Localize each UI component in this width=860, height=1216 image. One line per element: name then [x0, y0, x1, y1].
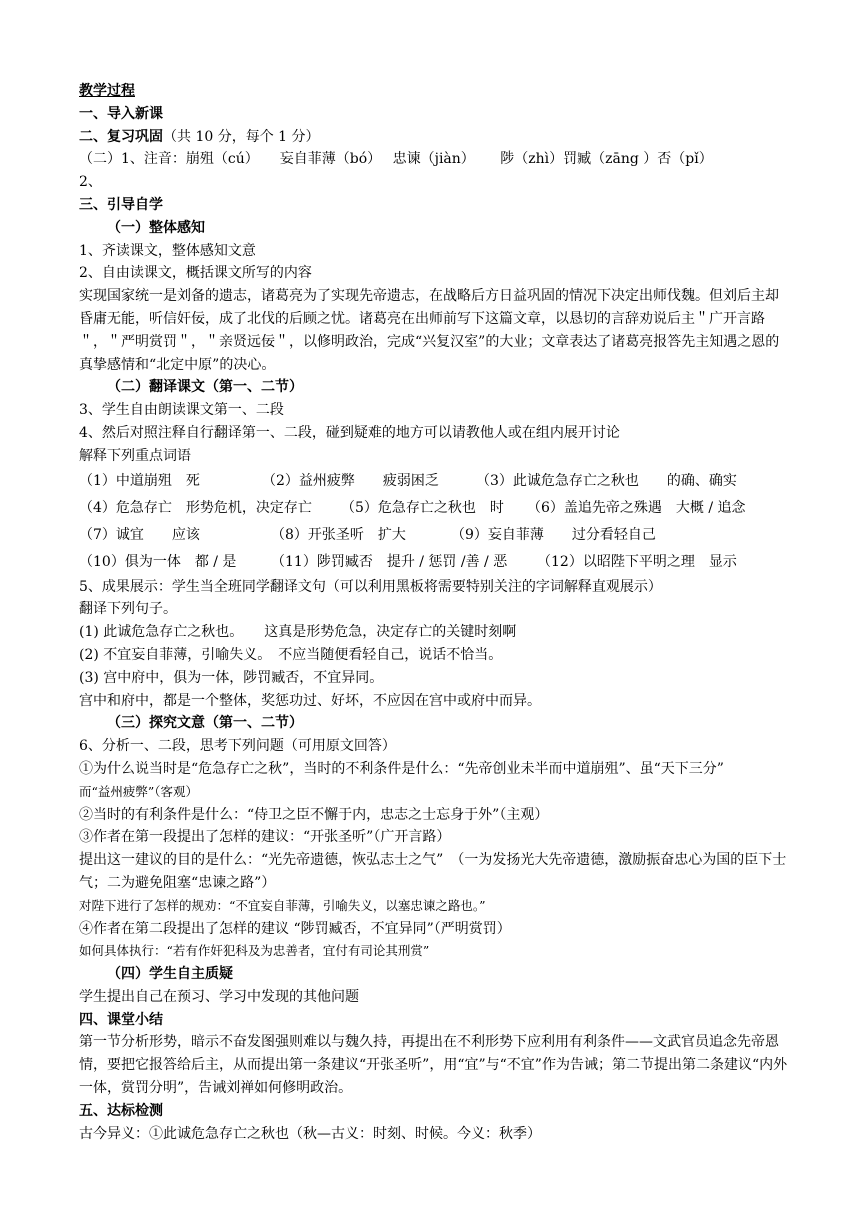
review-item-1: （二）1、注音：崩殂（cú） 妄自菲薄（bó） 忠谏（jiàn） 陟（zhì）罚臧（zāng ）否（pǐ） — [79, 151, 713, 168]
section-summary: 四、课堂小结 — [79, 1011, 163, 1028]
lesson-summary: 第一节分析形势，暗示不奋发图强则难以与魏久持，再提出在不利形势下应利用有利条件——文武官员追念先帝恩情，要把它报答给后主，从而提出第一条建议“开张圣听”，用“宜”与“不宜”作为告诫；第二节提出第二条建议“内外一体，赏罚分明”，告诫刘禅如何修明政治。 — [79, 1034, 788, 1097]
question-4-execution: 如何具体执行：“若有作奸犯科及为忠善者，宜付有司论其刑赏” — [79, 943, 430, 959]
question-1-cont: 而“益州疲弊”（客观） — [79, 783, 199, 799]
vocab-item: （9）妄自菲薄 过分看轻自己 — [451, 526, 656, 543]
subsection-explore: （三）探究文意（第一、二节） — [107, 715, 303, 732]
step-4: 4、然后对照注释自行翻译第一、二段，碰到疑难的地方可以请教他人或在组内展开讨论 — [79, 424, 620, 441]
question-3-advice: 对陛下进行了怎样的规劝：“不宜妄自菲薄，引喻失义，以塞忠谏之路也。” — [79, 897, 486, 913]
translate-3: (3) 宫中府中，俱为一体，陟罚臧否，不宜异同。 — [79, 669, 384, 686]
content-summary: 实现国家统一是刘备的遗志，诸葛亮为了实现先帝遗志，在战略后方日益巩固的情况下决定出师伐魏。但刘后主却昏庸无能，听信奸佞，成了北伐的后顾之忧。诸葛亮在出师前写下这篇文章，以恳切的言辞劝说后主＂广开言路＂，＂严明赏罚＂，＂亲贤远佞＂，以修明政治，完成“兴复汉室”的大业；文章表达了诸葛亮报答先主知遇之恩的真挚感情和“北定中原”的决心。 — [79, 288, 780, 373]
vocab-row — [79, 495, 789, 522]
step-2: 2、自由读课文，概括课文所写的内容 — [79, 265, 312, 282]
vocab-item: （11）陟罚臧否 提升 / 惩罚 /善 / 恶 — [271, 553, 508, 570]
step-6: 6、分析一、二段，思考下列问题（可用原文回答） — [79, 738, 396, 755]
vocab-row — [79, 468, 789, 495]
subsection-questions: （四）学生自主质疑 — [107, 966, 233, 983]
translate-2: (2) 不宜妄自菲薄，引喻失义。 不应当随便看轻自己，说话不恰当。 — [79, 646, 503, 663]
subsection-translation: （二）翻译课文（第一、二节） — [107, 379, 303, 396]
vocab-item: （10）俱为一体 都 / 是 — [79, 553, 237, 570]
question-2: ②当时的有利条件是什么：“侍卫之臣不懈于内，忠志之士忘身于外”（主观） — [79, 806, 549, 823]
vocab-item: （5）危急存亡之秋也 时 — [341, 499, 504, 516]
translate-3-answer: 宫中和府中，都是一个整体，奖惩功过、好坏，不应因在宫中或府中而异。 — [79, 692, 541, 709]
section-review-note: （共 10 分，每个 1 分） — [163, 128, 320, 145]
step-7: 学生提出自己在预习、学习中发现的其他问题 — [79, 988, 359, 1005]
vocab-item: （2）益州疲弊 疲弱困乏 — [262, 472, 439, 489]
vocab-heading: 解释下列重点词语 — [79, 447, 191, 464]
translate-heading: 翻译下列句子。 — [79, 601, 177, 618]
vocab-row — [79, 522, 789, 549]
vocab-item: （7）诚宜 应该 — [79, 526, 200, 543]
vocab-item: （6）盖追先帝之殊遇 大概 / 追念 — [527, 499, 746, 516]
vocab-item: （12）以昭陛下平明之理 显示 — [537, 553, 737, 570]
vocab-item: （8）开张圣听 扩大 — [271, 526, 406, 543]
question-4: ④作者在第二段提出了怎样的建议 “陟罚臧否，不宜异同”（严明赏罚） — [79, 920, 511, 937]
vocab-row — [79, 549, 789, 576]
subsection-overview: （一）整体感知 — [107, 219, 205, 236]
vocab-item: （3）此诚危急存亡之秋也 的确、确实 — [476, 472, 737, 489]
step-1: 1、齐读课文，整体感知文意 — [79, 242, 256, 259]
step-5: 5、成果展示：学生当全班同学翻译文句（可以利用黑板将需要特别关注的字词解释直观展示） — [79, 578, 662, 595]
section-review — [79, 126, 789, 149]
question-3-purpose: 提出这一建议的目的是什么：“光先帝遗德，恢弘志士之气” （一为发扬光大先帝遗德，激励振奋忠心为国的臣下士气；二为避免阻塞“忠谏之路”） — [79, 852, 787, 891]
doc-title: 教学过程 — [79, 83, 135, 99]
section-guided-study: 三、引导自学 — [79, 196, 163, 213]
question-3: ③作者在第一段提出了怎样的建议：“开张圣听”（广开言路） — [79, 829, 451, 846]
question-1: ①为什么说当时是“危急存亡之秋”，当时的不利条件是什么：“先帝创业未半而中道崩殂”、虽“天下三分” — [79, 760, 724, 777]
section-review-title: 二、复习巩固 — [79, 128, 163, 145]
vocab-item: （4）危急存亡 形势危机，决定存亡 — [79, 499, 312, 516]
translate-1: (1) 此诚危急存亡之秋也。 这真是形势危急，决定存亡的关键时刻啊 — [79, 624, 517, 641]
review-item-2: 2、 — [79, 174, 102, 191]
lesson-document — [79, 80, 789, 1145]
step-3: 3、学生自由朗读课文第一、二段 — [79, 402, 284, 419]
vocab-item: （1）中道崩殂 死 — [79, 472, 200, 489]
assessment-item-1: 古今异义：①此诚危急存亡之秋也（秋—古义：时刻、时候。今义：秋季） — [79, 1125, 541, 1142]
section-assessment: 五、达标检测 — [79, 1102, 163, 1119]
section-intro: 一、导入新课 — [79, 105, 163, 122]
